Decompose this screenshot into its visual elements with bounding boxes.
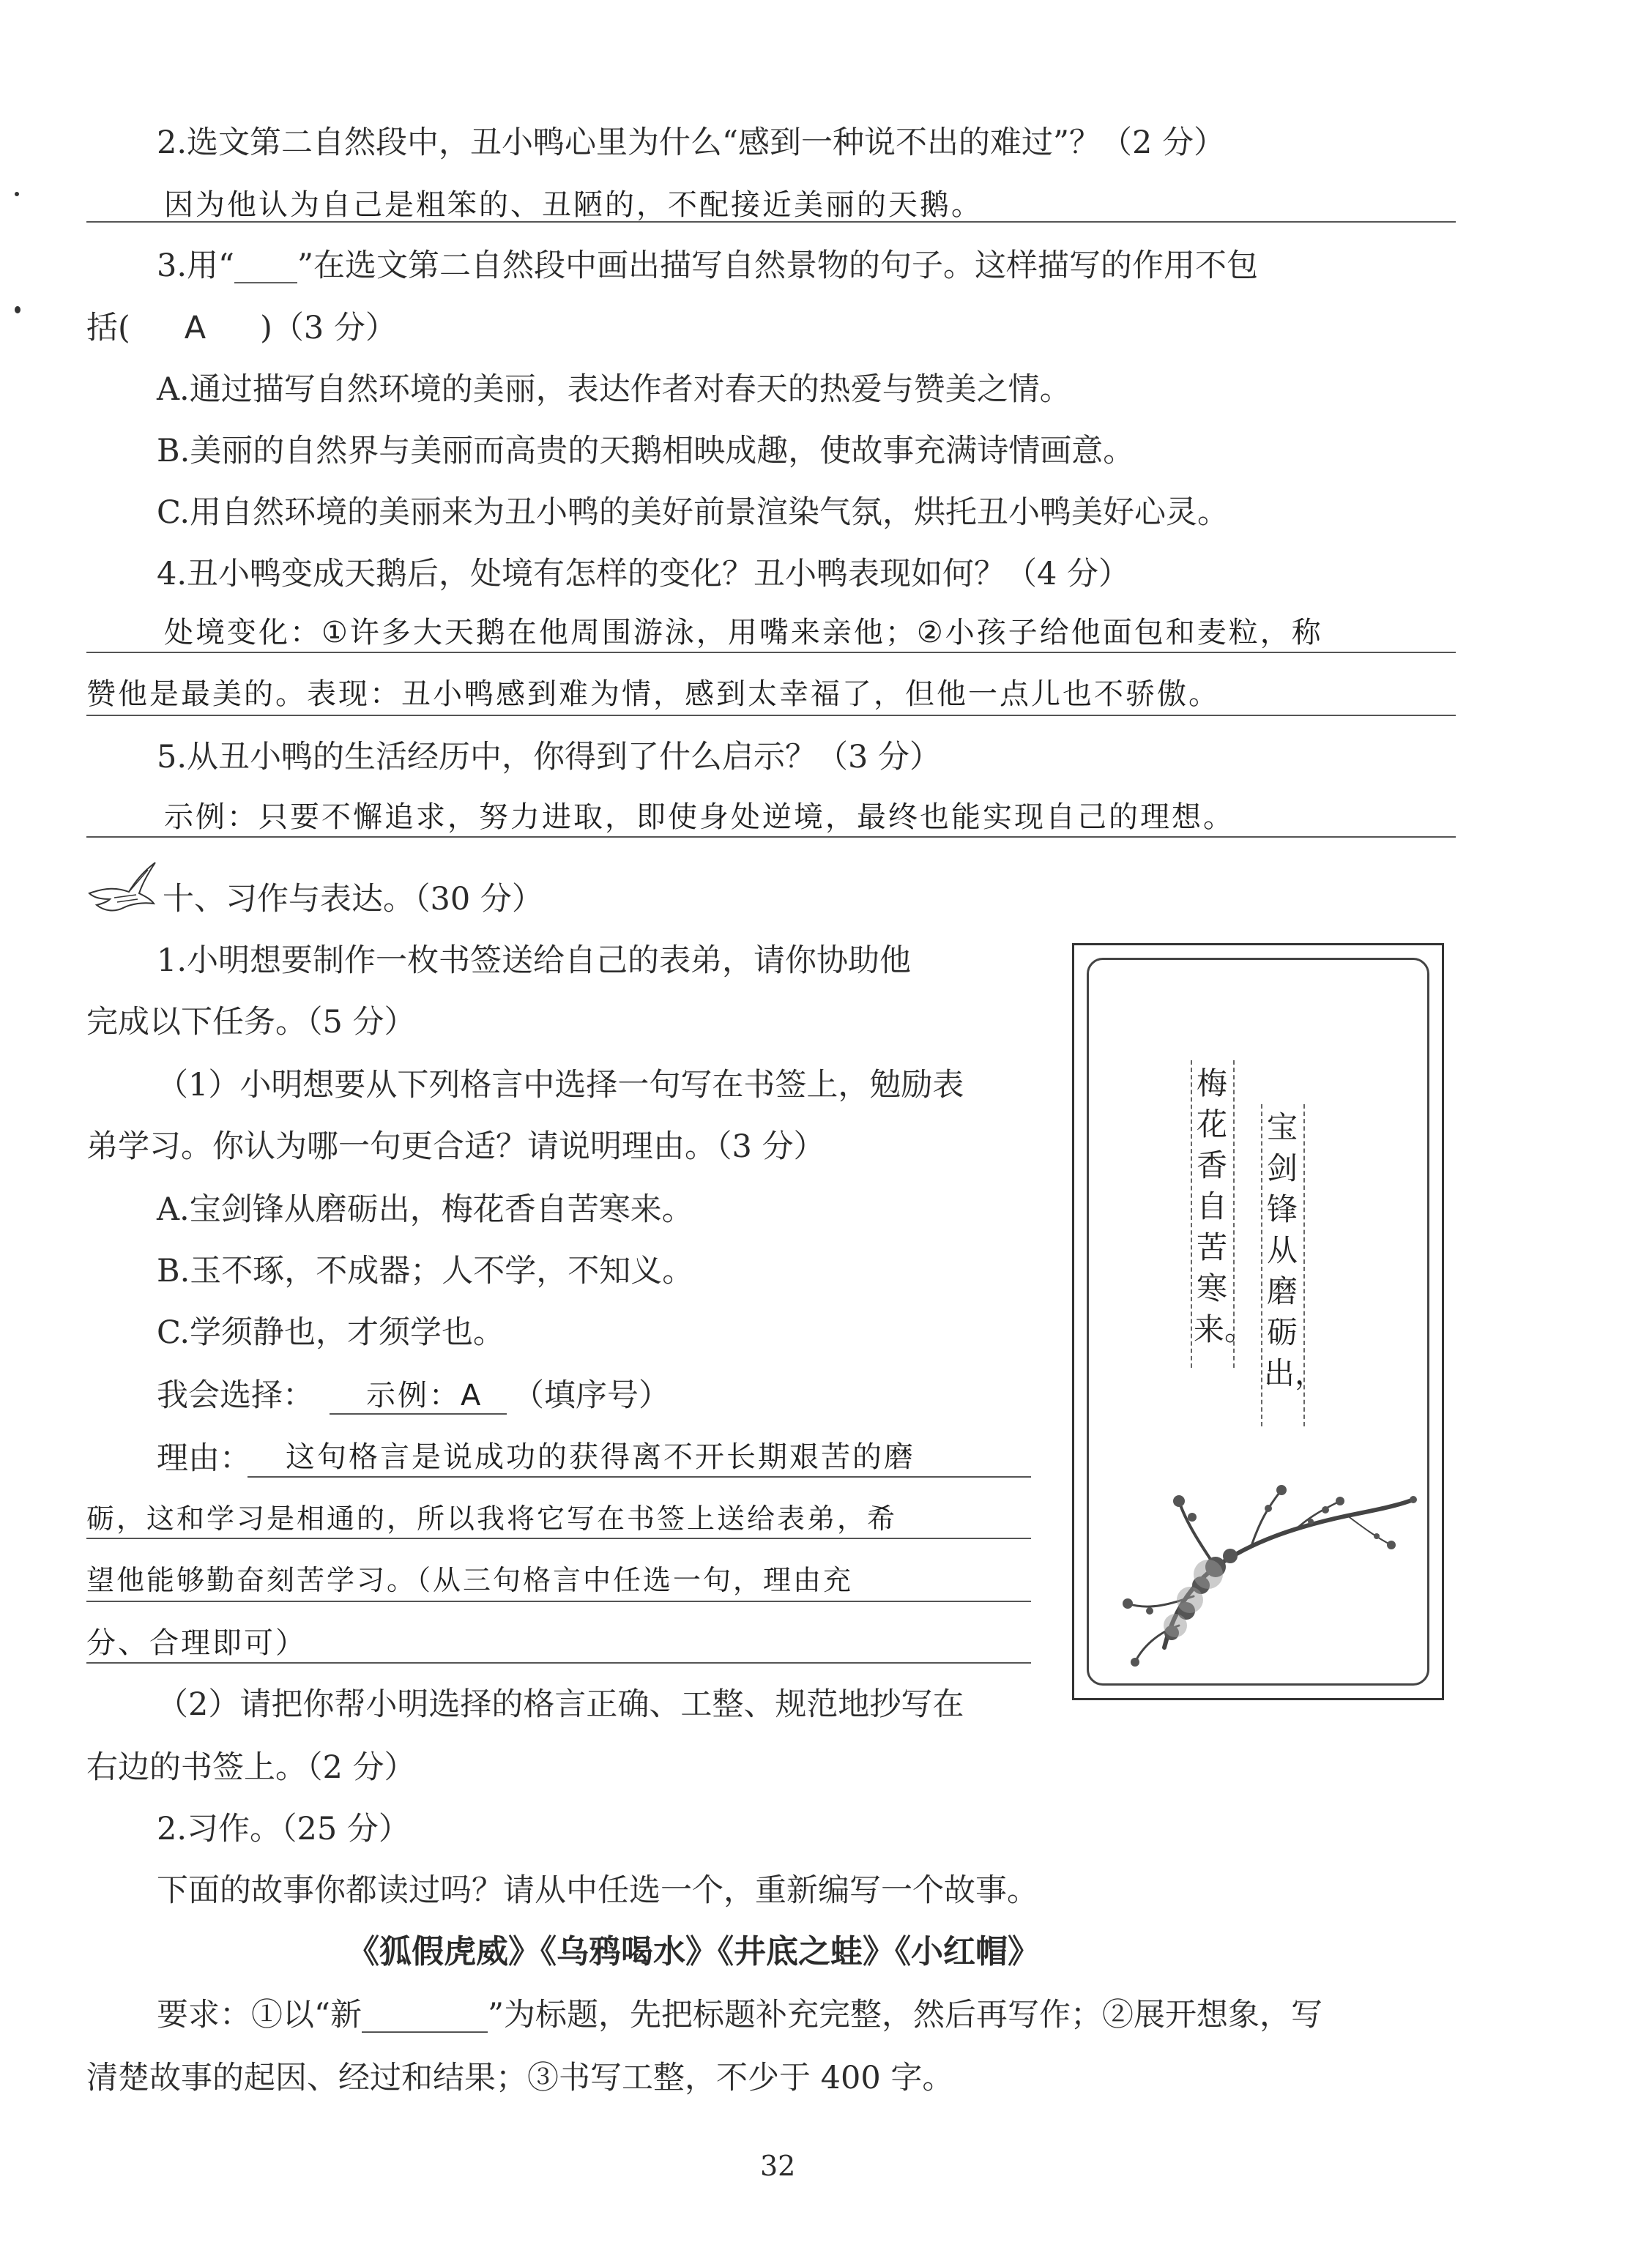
bookmark-motto-line2: 梅花香自苦寒来。 xyxy=(1194,1065,1256,1347)
motto-a: A.宝剑锋从磨砺出，梅花香自苦寒来。 xyxy=(157,1191,693,1228)
q3-option-b: B.美丽的自然界与美丽而高贵的天鹅相映成趣，使故事充满诗情画意。 xyxy=(157,433,1135,469)
q4-answer-line2: 赞他是最美的。表现：丑小鸭感到难为情，感到太幸福了，但他一点儿也不骄傲。 xyxy=(86,677,1220,711)
reason-line1: 这句格言是说成功的获得离不开长期艰苦的磨 xyxy=(286,1440,915,1474)
reason-line3: 望他能够勤奋刻苦学习。（从三句格言中任选一句，理由充 xyxy=(86,1564,854,1596)
choice-label: 我会选择： xyxy=(157,1377,314,1414)
requirements-line2: 清楚故事的起因、经过和结果；③书写工整，不少于 400 字。 xyxy=(86,2060,954,2096)
story-titles: 《狐假虎威》《乌鸦喝水》《井底之蛙》《小红帽》 xyxy=(347,1933,1040,1970)
reason-label: 理由： xyxy=(157,1440,251,1477)
choice-answer: 示例：A xyxy=(366,1379,483,1412)
sub1-prompt-cont: 弟学习。你认为哪一句更合适？请说明理由。（3 分） xyxy=(86,1128,825,1165)
answer-line xyxy=(86,715,1456,716)
answer-line xyxy=(86,221,1456,223)
q5-question: 5.从丑小鸭的生活经历中，你得到了什么启示？（3 分） xyxy=(157,739,942,775)
answer-line xyxy=(86,836,1456,838)
bird-icon xyxy=(85,858,158,917)
task1-prompt-cont: 完成以下任务。（5 分） xyxy=(86,1004,416,1040)
answer-line xyxy=(86,1538,1031,1539)
answer-line xyxy=(330,1413,507,1415)
choice-suffix: （填序号） xyxy=(513,1377,670,1414)
q2-question: 2.选文第二自然段中，丑小鸭心里为什么“感到一种说不出的难过”？（2 分） xyxy=(157,124,1226,161)
motto-b: B.玉不琢，不成器；人不学，不知义。 xyxy=(157,1253,694,1289)
task2-intro: 下面的故事你都读过吗？请从中任选一个，重新编写一个故事。 xyxy=(157,1872,1038,1909)
reason-line4: 分、合理即可） xyxy=(86,1626,307,1660)
scan-dot xyxy=(15,306,21,313)
bookmark-motto-line1: 宝剑锋从磨砺出， xyxy=(1264,1109,1326,1391)
q3-option-c: C.用自然环境的美丽来为丑小鸭的美好前景渲染气氛，烘托丑小鸭美好心灵。 xyxy=(157,494,1229,531)
sub2-prompt-cont: 右边的书签上。（2 分） xyxy=(86,1749,416,1786)
q5-answer: 示例：只要不懈追求，努力进取，即使身处逆境，最终也能实现自己的理想。 xyxy=(164,800,1235,834)
task1-prompt: 1.小明想要制作一枚书签送给自己的表弟，请你协助他 xyxy=(157,942,912,979)
q2-answer: 因为他认为自己是粗笨的、丑陋的，不配接近美丽的天鹅。 xyxy=(164,188,983,222)
answer-line xyxy=(86,652,1456,653)
task2-title: 2.习作。（25 分） xyxy=(157,1811,410,1847)
q4-answer-line1: 处境变化：①许多大天鹅在他周围游泳，用嘴来亲他；②小孩子给他面包和麦粒，称 xyxy=(164,616,1323,649)
scan-dot xyxy=(15,192,19,196)
bookmark-guide xyxy=(1191,1060,1192,1368)
q4-question: 4.丑小鸭变成天鹅后，处境有怎样的变化？丑小鸭表现如何？（4 分） xyxy=(157,556,1131,592)
answer-line xyxy=(86,1662,1031,1664)
answer-line xyxy=(248,1476,1031,1478)
section-heading: 十、习作与表达。（30 分） xyxy=(163,881,543,917)
q3-answer: A xyxy=(184,310,206,346)
sub2-prompt: （2）请把你帮小明选择的格言正确、工整、规范地抄写在 xyxy=(157,1686,964,1723)
page-number: 32 xyxy=(760,2150,796,2182)
bookmark-guide xyxy=(1261,1104,1262,1426)
reason-line2: 砺，这和学习是相通的，所以我将它写在书签上送给表弟，希 xyxy=(86,1503,898,1535)
q3-option-a: A.通过描写自然环境的美丽，表达作者对春天的热爱与赞美之情。 xyxy=(157,371,1071,408)
q3-question-cont: 括( A )（3 分） xyxy=(86,306,397,350)
answer-line xyxy=(86,1601,1031,1602)
plum-blossom-illustration xyxy=(1106,1457,1421,1669)
requirements-line1: 要求：①以“新________”为标题，先把标题补充完整，然后再写作；②展开想象，写 xyxy=(157,1997,1322,2033)
q3-question: 3.用“____”在选文第二自然段中画出描写自然景物的句子。这样描写的作用不包 xyxy=(157,247,1258,284)
motto-c: C.学须静也，才须学也。 xyxy=(157,1314,505,1351)
sub1-prompt: （1）小明想要从下列格言中选择一句写在书签上，勉励表 xyxy=(157,1067,964,1103)
